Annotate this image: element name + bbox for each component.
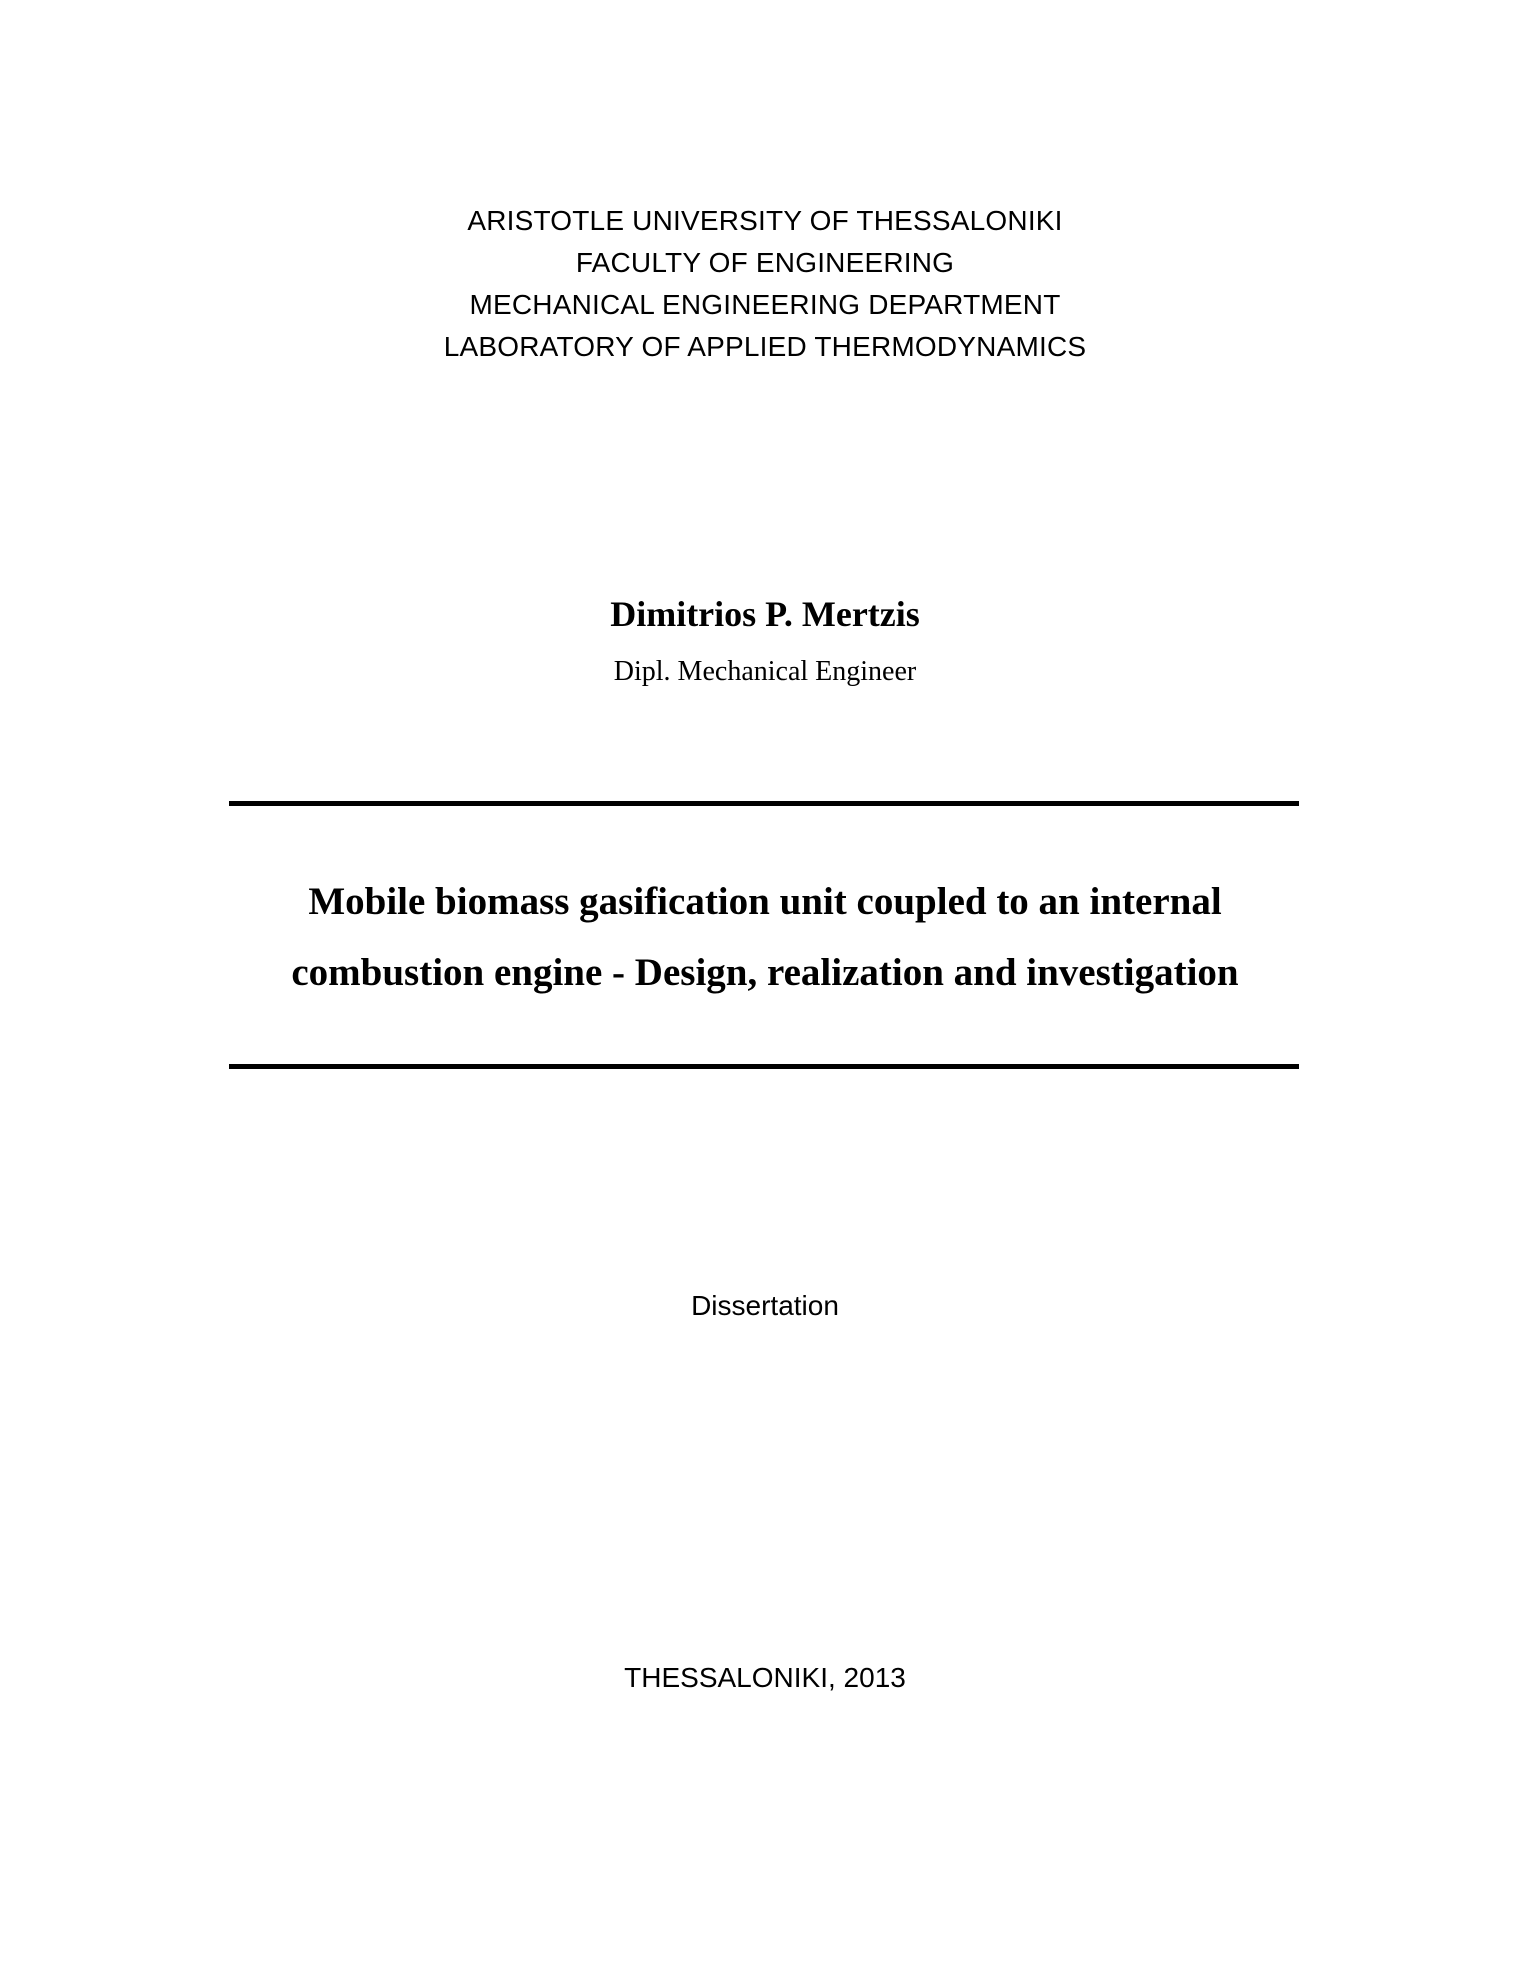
faculty-name: FACULTY OF ENGINEERING: [575, 247, 955, 278]
thesis-title-line-2: combustion engine - Design, realization and investigation: [291, 951, 1239, 994]
place-and-year: THESSALONIKI, 2013: [624, 1662, 906, 1693]
top-divider: [229, 801, 1299, 806]
university-name: ARISTOTLE UNIVERSITY OF THESSALONIKI: [467, 205, 1063, 236]
document-type: Dissertation: [691, 1290, 839, 1321]
thesis-title: [180, 866, 1350, 1008]
author-name: Dimitrios P. Mertzis: [610, 594, 920, 634]
department-name: MECHANICAL ENGINEERING DEPARTMENT: [469, 289, 1061, 320]
bottom-divider: [229, 1064, 1299, 1069]
thesis-title-line-1: Mobile biomass gasification unit coupled to an internal: [308, 880, 1222, 923]
laboratory-name: LABORATORY OF APPLIED THERMODYNAMICS: [443, 331, 1087, 362]
author-title: Dipl. Mechanical Engineer: [613, 656, 917, 687]
institution-header: [0, 200, 1530, 368]
